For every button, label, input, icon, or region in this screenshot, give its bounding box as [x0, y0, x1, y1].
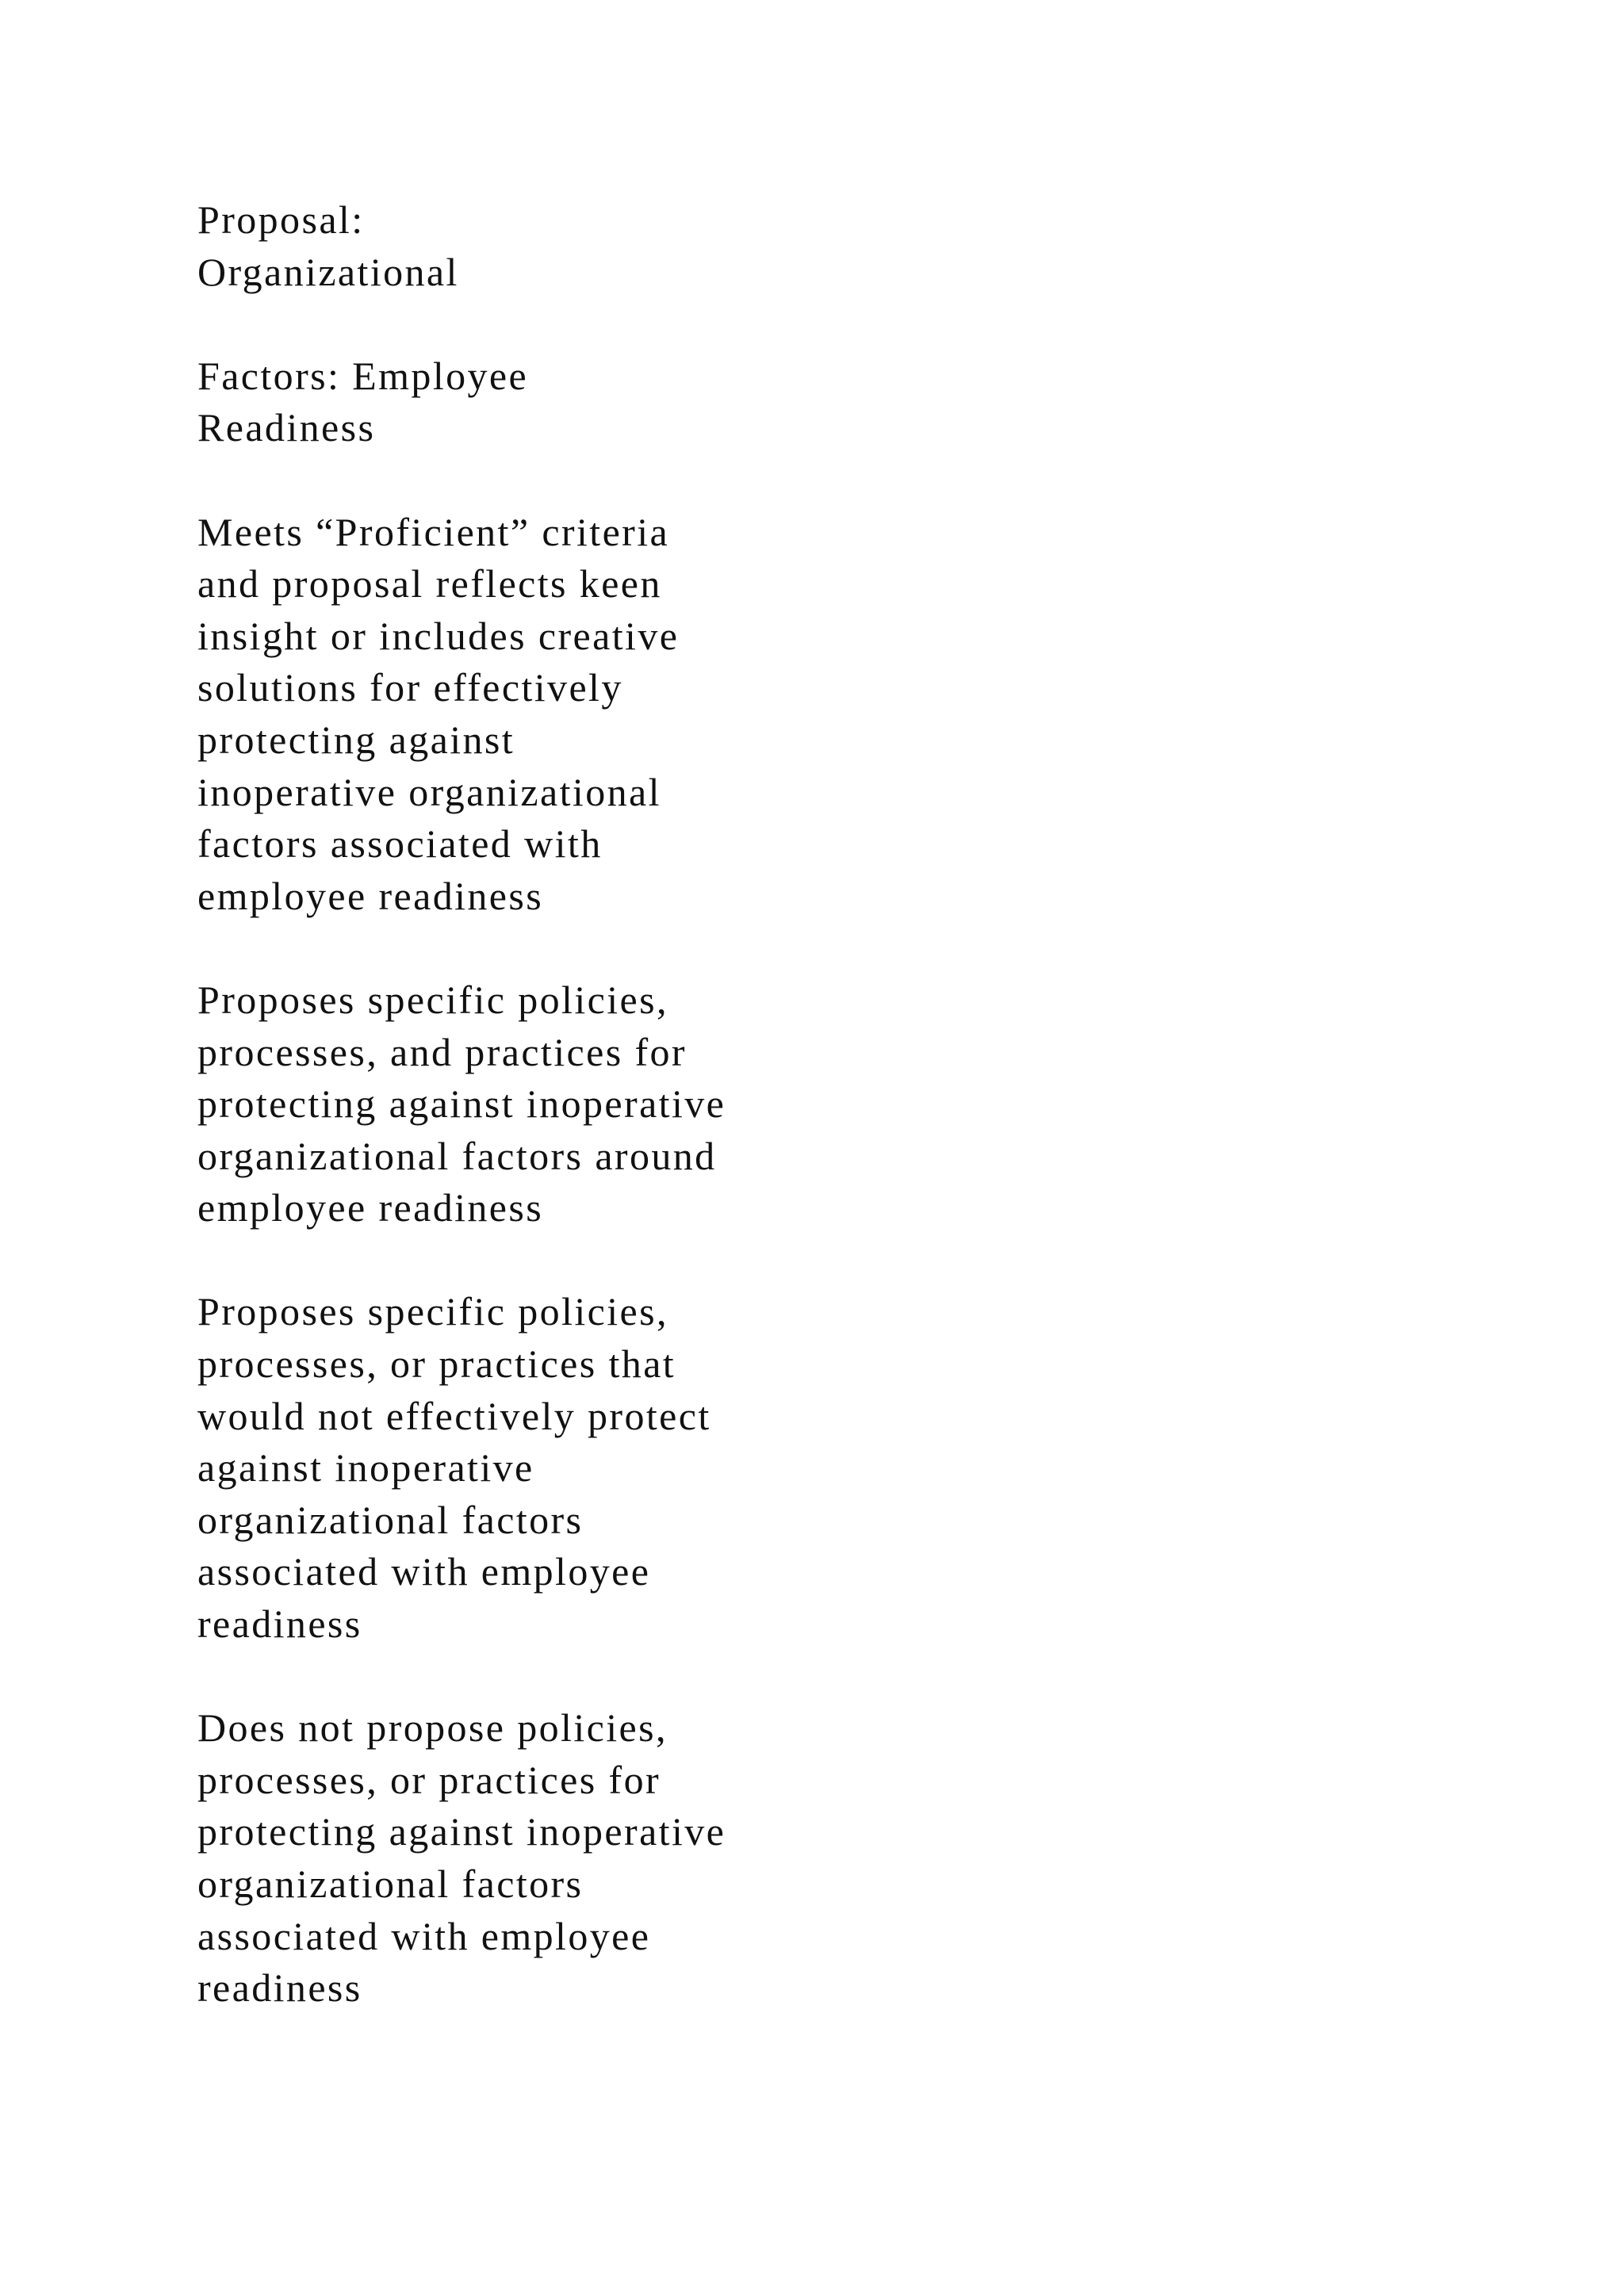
text-line: solutions for effectively	[197, 665, 623, 710]
text-line: employee readiness	[197, 873, 544, 918]
text-line: readiness	[197, 1601, 362, 1647]
text-line: associated with employee	[197, 1549, 651, 1594]
text-line: organizational factors around	[197, 1133, 717, 1178]
text-line: employee readiness	[197, 1185, 544, 1230]
heading-factors	[197, 350, 1070, 454]
text-line: processes, or practices that	[197, 1341, 676, 1387]
text-line: would not effectively protect	[197, 1393, 711, 1438]
text-line: protecting against	[197, 717, 515, 762]
document-body	[197, 194, 1070, 2066]
criteria-needs-improvement	[197, 1286, 1070, 1650]
text-line: Proposal:	[197, 197, 365, 242]
text-line: protecting against inoperative	[197, 1809, 726, 1854]
text-line: processes, or practices for	[197, 1757, 661, 1802]
text-line: inoperative organizational	[197, 769, 661, 814]
criteria-proficient	[197, 974, 1070, 1234]
text-line: protecting against inoperative	[197, 1081, 726, 1127]
text-line: insight or includes creative	[197, 613, 680, 658]
text-line: Meets “Proficient” criteria	[197, 509, 670, 554]
text-line: against inoperative	[197, 1445, 534, 1490]
criteria-not-evident	[197, 1702, 1070, 2015]
text-line: Does not propose policies,	[197, 1705, 668, 1751]
text-line: Proposes specific policies,	[197, 977, 668, 1022]
text-line: Factors: Employee	[197, 353, 529, 398]
heading-proposal	[197, 194, 1070, 298]
text-line: organizational factors	[197, 1497, 584, 1542]
text-line: Proposes specific policies,	[197, 1289, 668, 1334]
text-line: factors associated with	[197, 821, 603, 867]
text-line: processes, and practices for	[197, 1029, 687, 1074]
text-line: organizational factors	[197, 1862, 584, 1906]
criteria-exemplary	[197, 507, 1070, 923]
text-line: associated with employee	[197, 1913, 651, 1958]
text-line: Organizational	[197, 249, 459, 294]
text-line: readiness	[197, 1965, 362, 2011]
text-line: and proposal reflects keen	[197, 561, 662, 607]
text-line: Readiness	[197, 405, 376, 450]
